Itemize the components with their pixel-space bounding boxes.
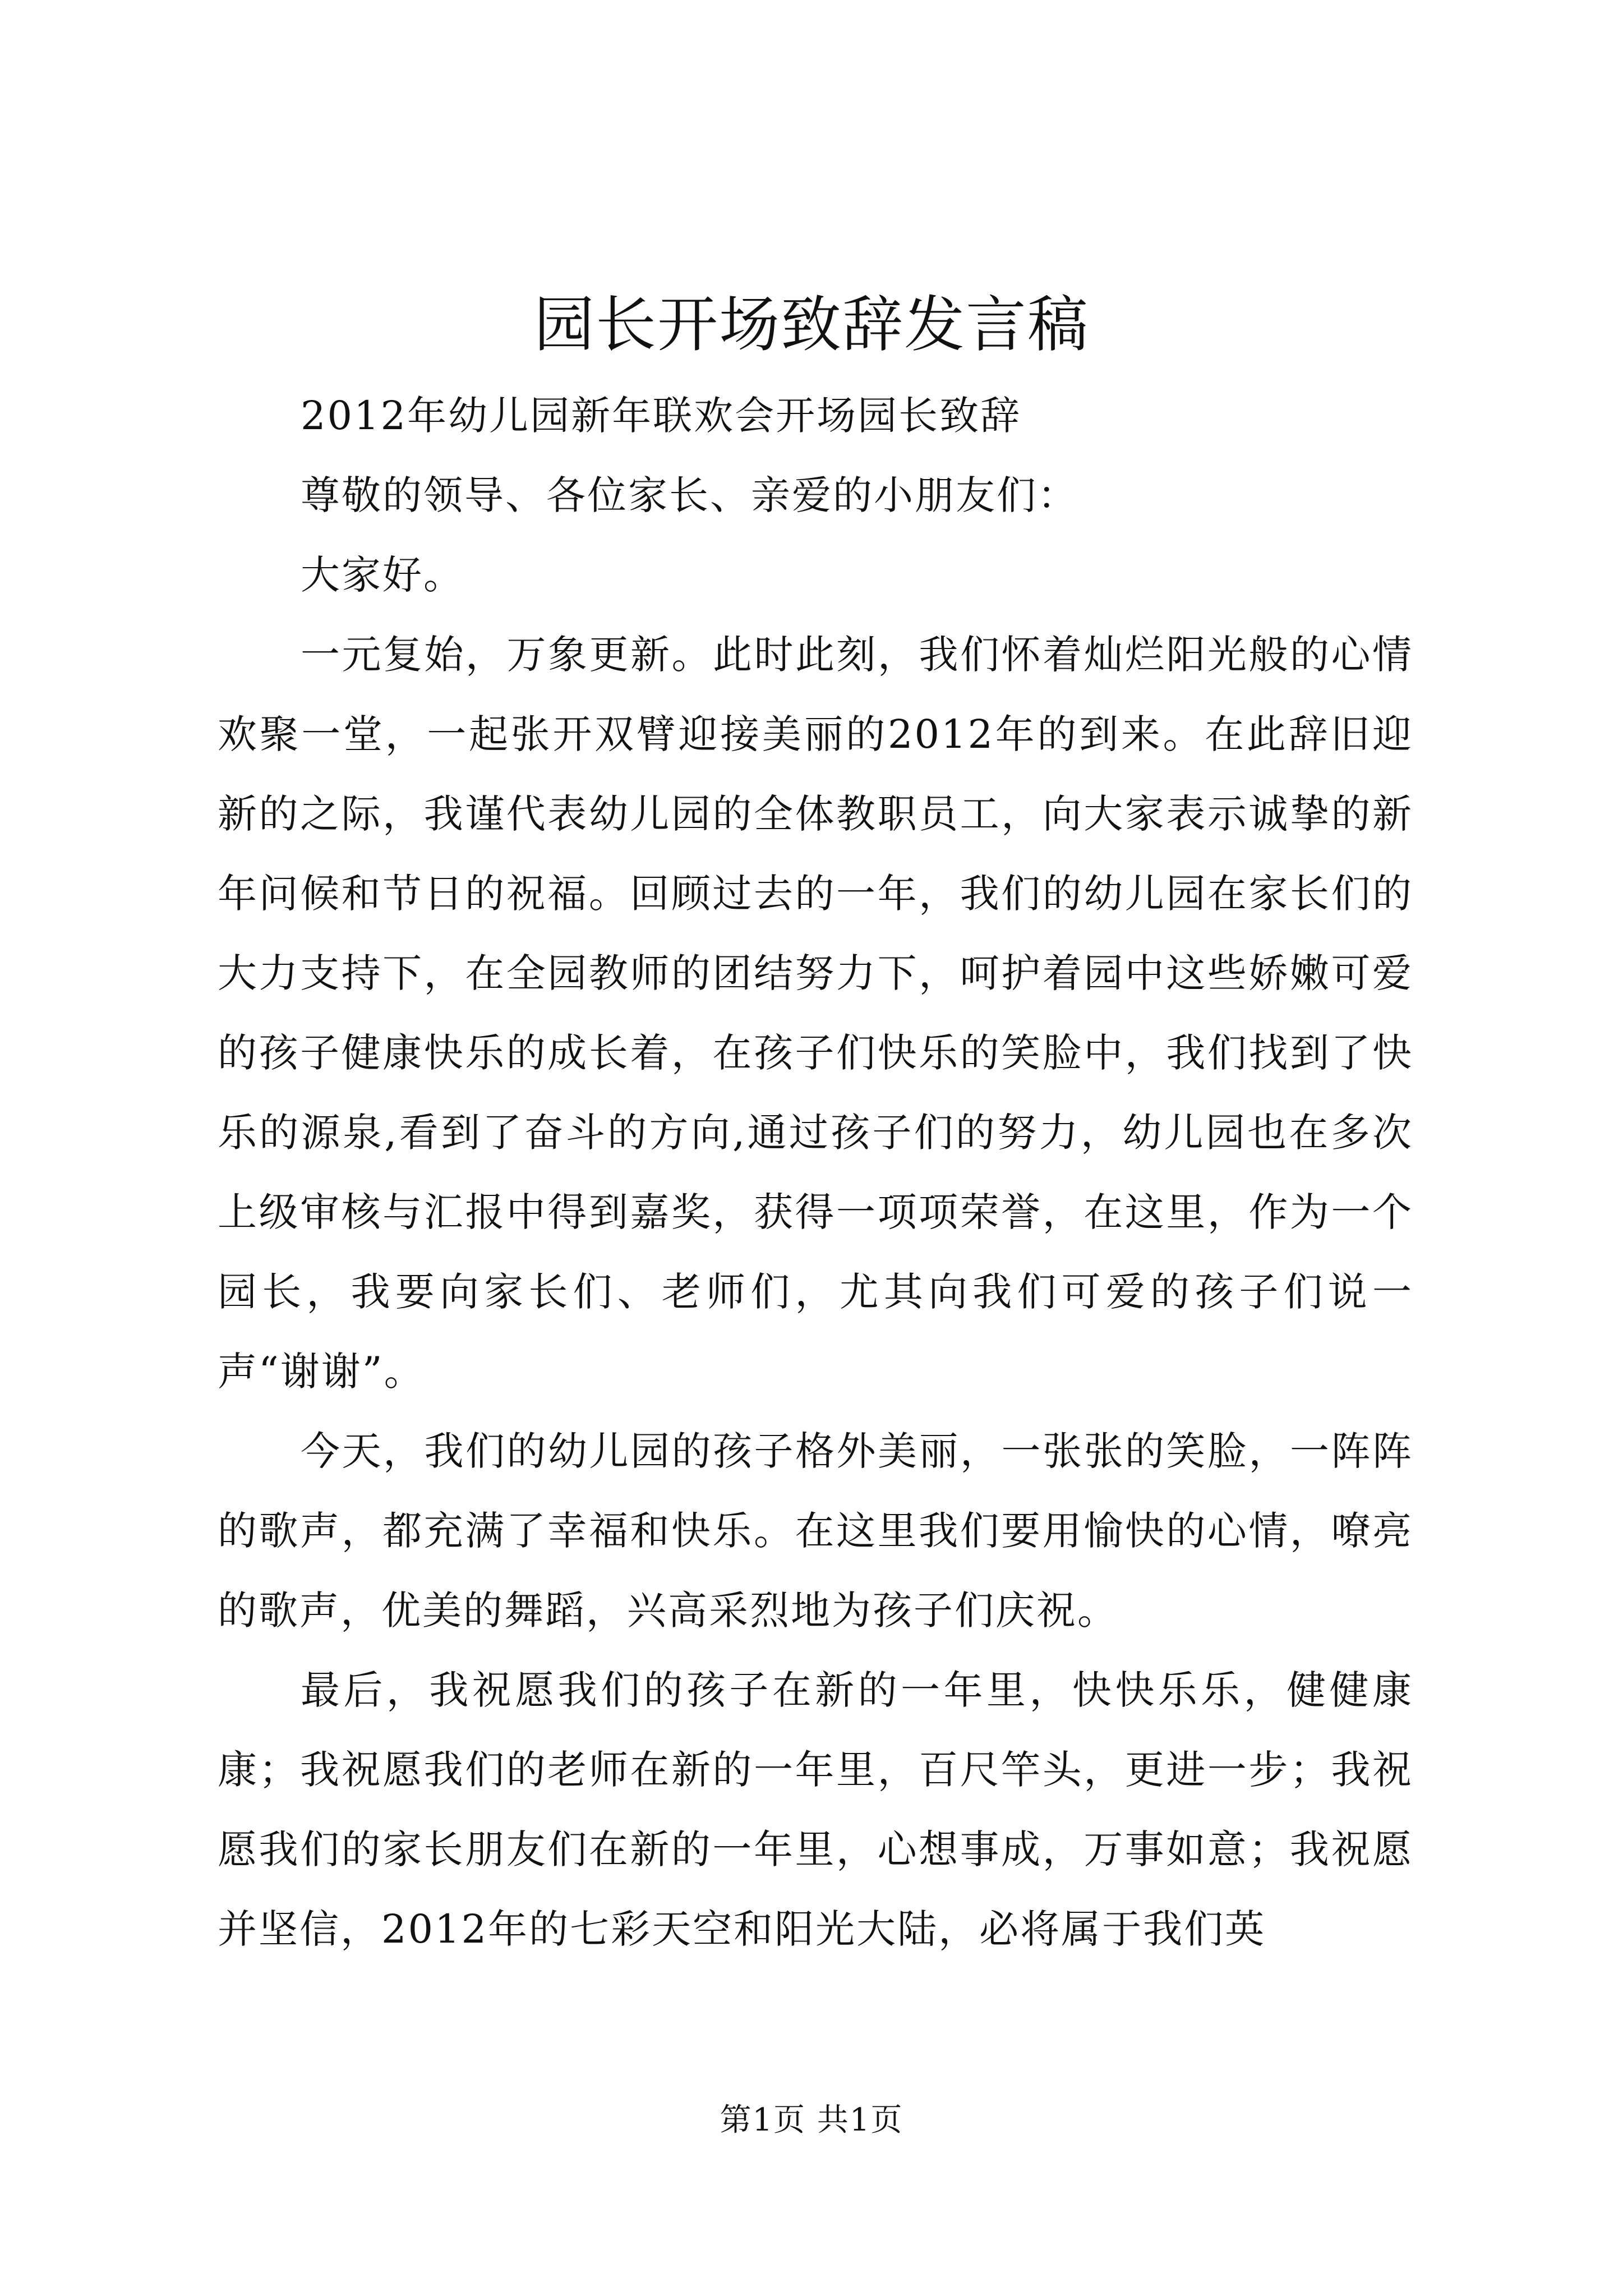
document-body — [218, 376, 1413, 1969]
paragraph-subtitle: 2012年幼儿园新年联欢会开场园长致辞 — [301, 393, 1022, 439]
paragraph-body-3: 最后，我祝愿我们的孩子在新的一年里，快快乐乐，健健康康；我祝愿我们的老师在新的一年里，百尺竿头，更进一步；我祝愿我们的家长朋友们在新的一年里，心想事成，万事如意；我祝愿并坚信，2012年的七彩天空和阳光大陆，必将属于我们英 — [218, 1667, 1413, 1952]
document-title: 园长开场致辞发言稿 — [533, 290, 1089, 360]
paragraph-body-1: 一元复始，万象更新。此时此刻，我们怀着灿烂阳光般的心情欢聚一堂，一起张开双臂迎接美丽的2012年的到来。在此辞旧迎新的之际，我谨代表幼儿园的全体教职员工，向大家表示诚挚的新年问候和节日的祝福。回顾过去的一年，我们的幼儿园在家长们的大力支持下，在全园教师的团结努力下，呵护着园中这些娇嫩可爱的孩子健康快乐的成长着，在孩子们快乐的笑脸中，我们找到了快乐的源泉,看到了奋斗的方向,通过孩子们的努力，幼儿园也在多次上级审核与汇报中得到嘉奖，获得一项项荣誉，在这里，作为一个园长，我要向家长们、老师们，尤其向我们可爱的孩子们说一声“谢谢”。 — [218, 632, 1413, 1395]
paragraph-body-2: 今天，我们的幼儿园的孩子格外美丽，一张张的笑脸，一阵阵的歌声，都充满了幸福和快乐。在这里我们要用愉快的心情，嘹亮的歌声，优美的舞蹈，兴高采烈地为孩子们庆祝。 — [218, 1428, 1413, 1634]
paragraph-greeting: 大家好。 — [301, 552, 464, 598]
paragraph-salutation: 尊敬的领导、各位家长、亲爱的小朋友们： — [301, 472, 1078, 518]
page-footer: 第1页 共1页 — [720, 2102, 903, 2138]
